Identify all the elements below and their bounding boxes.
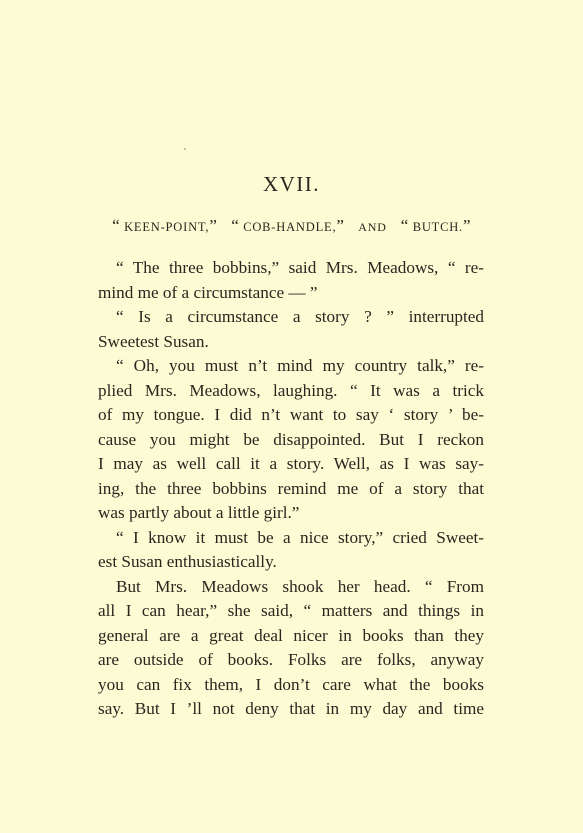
text-line: are outside of books. Folks are folks, anyway — [98, 650, 484, 669]
quote-mark: “ — [231, 216, 240, 235]
text-line: I may as well call it a story. Well, as I was say- — [98, 454, 484, 473]
title-and: AND — [358, 220, 387, 234]
text-line: plied Mrs. Meadows, laughing. “ It was a trick — [98, 380, 484, 400]
body-text — [98, 256, 484, 722]
text-line: “ The three bobbins,” said Mrs. Meadows, “ re- — [116, 258, 484, 277]
quote-mark: “ — [400, 216, 409, 235]
quote-mark: ” — [209, 216, 218, 235]
text-line: “ Oh, you must n’t mind my country talk,” re- — [116, 356, 484, 375]
text-line: “ I know it must be a nice story,” cried Sweet- — [116, 527, 484, 547]
text-line: all I can hear,” she said, “ matters and things in — [98, 601, 484, 620]
quote-mark: ” — [462, 216, 471, 235]
title-cob-handle: COB-HANDLE, — [243, 220, 337, 234]
text-line: of my tongue. I did n’t want to say ‘ story ’ be- — [98, 405, 484, 424]
quote-mark: ” — [336, 216, 345, 235]
title-butch: BUTCH. — [412, 220, 463, 234]
quote-mark: “ — [112, 216, 120, 235]
text-line: say. But I ’ll not deny that in my day and time — [98, 699, 484, 718]
text-line: “ Is a circumstance a story ? ” interrupted — [116, 307, 484, 326]
chapter-number: XVII. — [262, 172, 321, 196]
text-line: Sweetest Susan. — [98, 331, 209, 351]
text-line: you can fix them, I don’t care what the books — [98, 674, 484, 694]
paper-speck — [184, 148, 186, 150]
text-line: cause you might be disappointed. But I reckon — [98, 429, 484, 449]
text-line: was partly about a little girl.” — [98, 503, 300, 522]
title-keen-point: KEEN-POINT, — [124, 220, 210, 234]
text-line: But Mrs. Meadows shook her head. “ From — [116, 576, 484, 596]
text-line: est Susan enthusiastically. — [98, 552, 277, 571]
text-line: ing, the three bobbins remind me of a story that — [98, 478, 484, 498]
text-line: general are a great deal nicer in books than they — [98, 625, 484, 645]
text-line: mind me of a circumstance — ” — [98, 282, 318, 302]
chapter-title — [0, 216, 583, 236]
